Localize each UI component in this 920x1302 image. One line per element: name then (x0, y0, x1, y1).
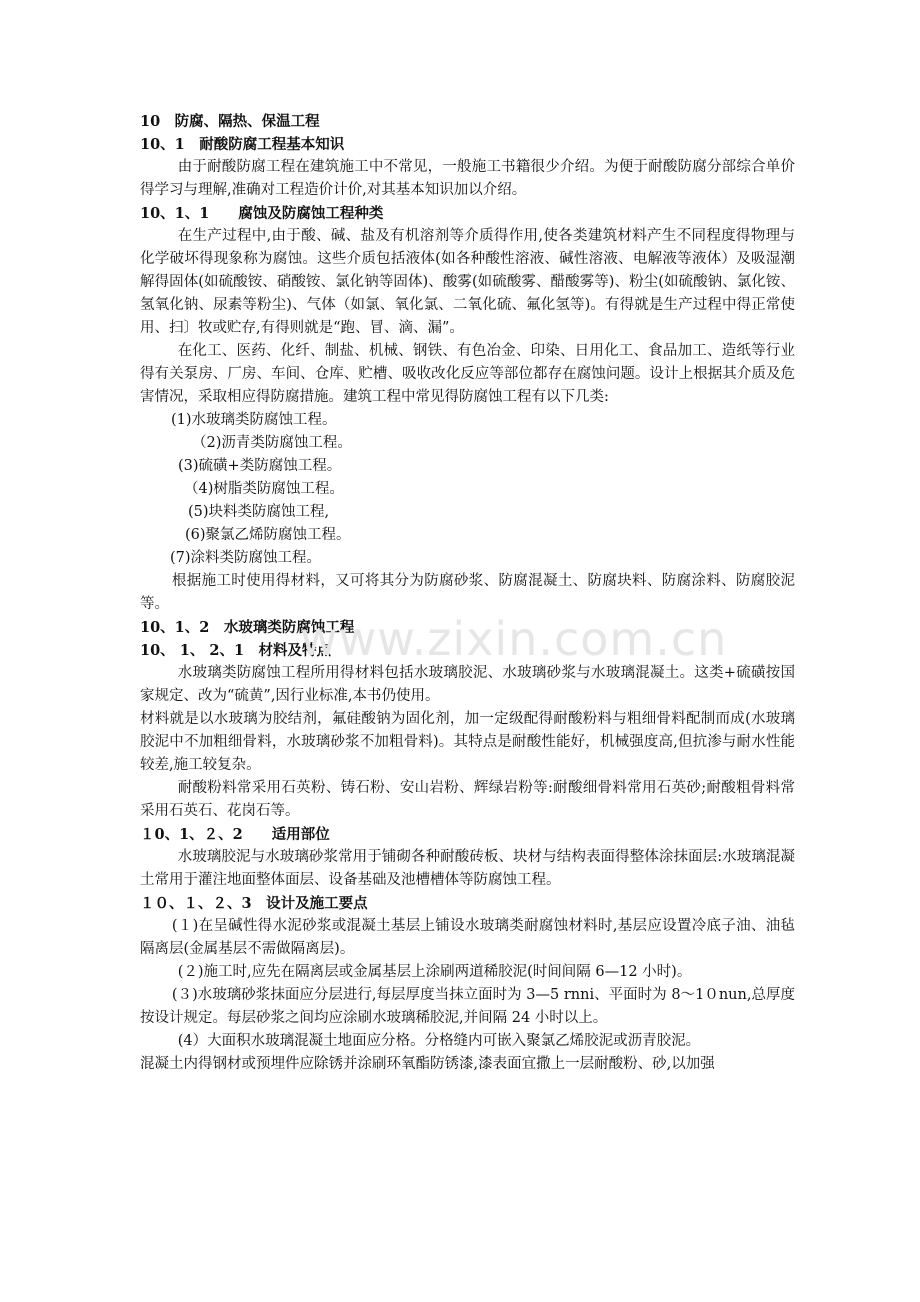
list-item: (6)聚氯乙烯防腐蚀工程。 (185, 527, 351, 543)
paragraph-water-glass-materials: 水玻璃类防腐蚀工程所用得材料包括水玻璃胶泥、水玻璃砂浆与水玻璃混凝土。这类+硫磺按国家规定、改为“硫黄”,因行业标准,本书仍使用。 (140, 665, 795, 704)
paragraph-water-glass-features: 材料就是以水玻璃为胶结剂，氟硅酸钠为固化剂，加一定级配得耐酸粉料与粗细骨料配制而成(水玻璃胶泥中不加粗细骨料，水玻璃砂浆不加粗骨料)。其特点是耐酸性能好，机械强度高,但抗渗与耐水性能较差,施工较复杂。 (140, 711, 795, 773)
paragraph-corrosion-definition: 在生产过程中,由于酸、碱、盐及有机溶剂等介质得作用,使各类建筑材料产生不同程度得物理与化学破坏得现象称为腐蚀。这些介质包括液体(如各种酸性溶液、碱性溶液、电解液等液体）及吸湿潮解得固体(如硫酸铵、硝酸铵、氯化钠等固体)、酸雾(如硫酸雾、醋酸雾等)、粉尘(如硫酸钠、氯化铵、氢氧化钠、尿素等粉尘)、气体（如氯、氧化氯、二氧化硫、氟化氢等)。有得就是生产过程中得正常使用、扫〕牧或贮存,有得则就是“跑、冒、滴、漏”。 (140, 228, 795, 336)
subsubsection-title-application: １0、1、２、2 适用部位 (140, 826, 330, 843)
subsection-title-corrosion: 10、1、1 腐蚀及防腐蚀工程种类 (140, 205, 384, 222)
list-item: (1)水玻璃类防腐蚀工程。 (171, 412, 337, 428)
paragraph-design-point-4: (4）大面积水玻璃混凝土地面应分格。分格缝内可嵌入聚氯乙烯胶泥或沥青胶泥。 (177, 1033, 701, 1049)
list-item: （4)树脂类防腐蚀工程。 (184, 481, 344, 497)
paragraph-steel-treatment: 混凝土内得钢材或预埋件应除锈并涂刷环氧酯防锈漆,漆表面宜撒上一层耐酸粉、砂,以加强 (140, 1056, 715, 1072)
paragraph-design-point-1: (１)在呈碱性得水泥砂浆或混凝土基层上铺设水玻璃类耐腐蚀材料时,基层应设置冷底子油、油毡隔离层(金属基层不需做隔离层)。 (140, 918, 795, 957)
paragraph-materials-classification: 根据施工时使用得材料，又可将其分为防腐砂浆、防腐混凝土、防腐块料、防腐涂料、防腐胶泥等。 (140, 573, 795, 612)
paragraph-industries: 在化工、医药、化纤、制盐、机械、钢铁、有色冶金、印染、日用化工、食品加工、造纸等行业得有关泵房、厂房、车间、仓库、贮槽、吸收改化反应等部位都存在腐蚀问题。设计上根据其介质及危害情况，采取相应得防腐措施。建筑工程中常见得防腐蚀工程有以下几类: (140, 343, 795, 405)
subsection-title-water-glass: 10、1、2 水玻璃类防腐蚀工程 (140, 619, 355, 636)
list-item: （2)沥青类防腐蚀工程。 (192, 435, 352, 451)
list-item: (5)块料类防腐蚀工程, (188, 504, 330, 520)
document-page (140, 110, 795, 1076)
list-item: (7)涂料类防腐蚀工程。 (170, 550, 322, 566)
paragraph-design-point-3: (３)水玻璃砂浆抹面应分层进行,每层厚度当抹立面时为 3—5 rnni、平面时为 8～1０nun,总厚度按设计规定。每层砂浆之间均应涂刷水玻璃稀胶泥,并间隔 24 小时以上。 (140, 987, 795, 1026)
list-item: (3)硫磺+类防腐蚀工程。 (178, 458, 342, 474)
paragraph-application: 水玻璃胶泥与水玻璃砂浆常用于铺砌各种耐酸砖板、块材与结构表面得整体涂抹面层:水玻璃混凝土常用于灌注地面整体面层、设备基础及池槽槽体等防腐蚀工程。 (140, 849, 795, 888)
site-watermark: www.zixin.com.cn (300, 612, 728, 666)
project-type-list (140, 409, 795, 570)
paragraph-design-point-2: (２)施工时,应先在隔离层或金属基层上涂刷两道稀胶泥(时间间隔 6—12 小时)。 (177, 964, 692, 980)
section-title: 10、1 耐酸防腐工程基本知识 (140, 136, 345, 153)
paragraph-acid-powders: 耐酸粉料常采用石英粉、铸石粉、安山岩粉、辉绿岩粉等:耐酸细骨料常用石英砂;耐酸粗骨料常采用石英石、花岗石等。 (140, 780, 795, 819)
subsubsection-title-materials: 10、 1、 2、1 材料及特点 (140, 642, 332, 659)
intro-paragraph: 由于耐酸防腐工程在建筑施工中不常见，一般施工书籍很少介绍。为便于耐酸防腐分部综合单价得学习与理解,准确对工程造价计价,对其基本知识加以介绍。 (140, 159, 795, 198)
subsubsection-title-design: １０、１、２、3 设计及施工要点 (140, 895, 368, 912)
chapter-title: 10 防腐、隔热、保温工程 (140, 113, 320, 130)
